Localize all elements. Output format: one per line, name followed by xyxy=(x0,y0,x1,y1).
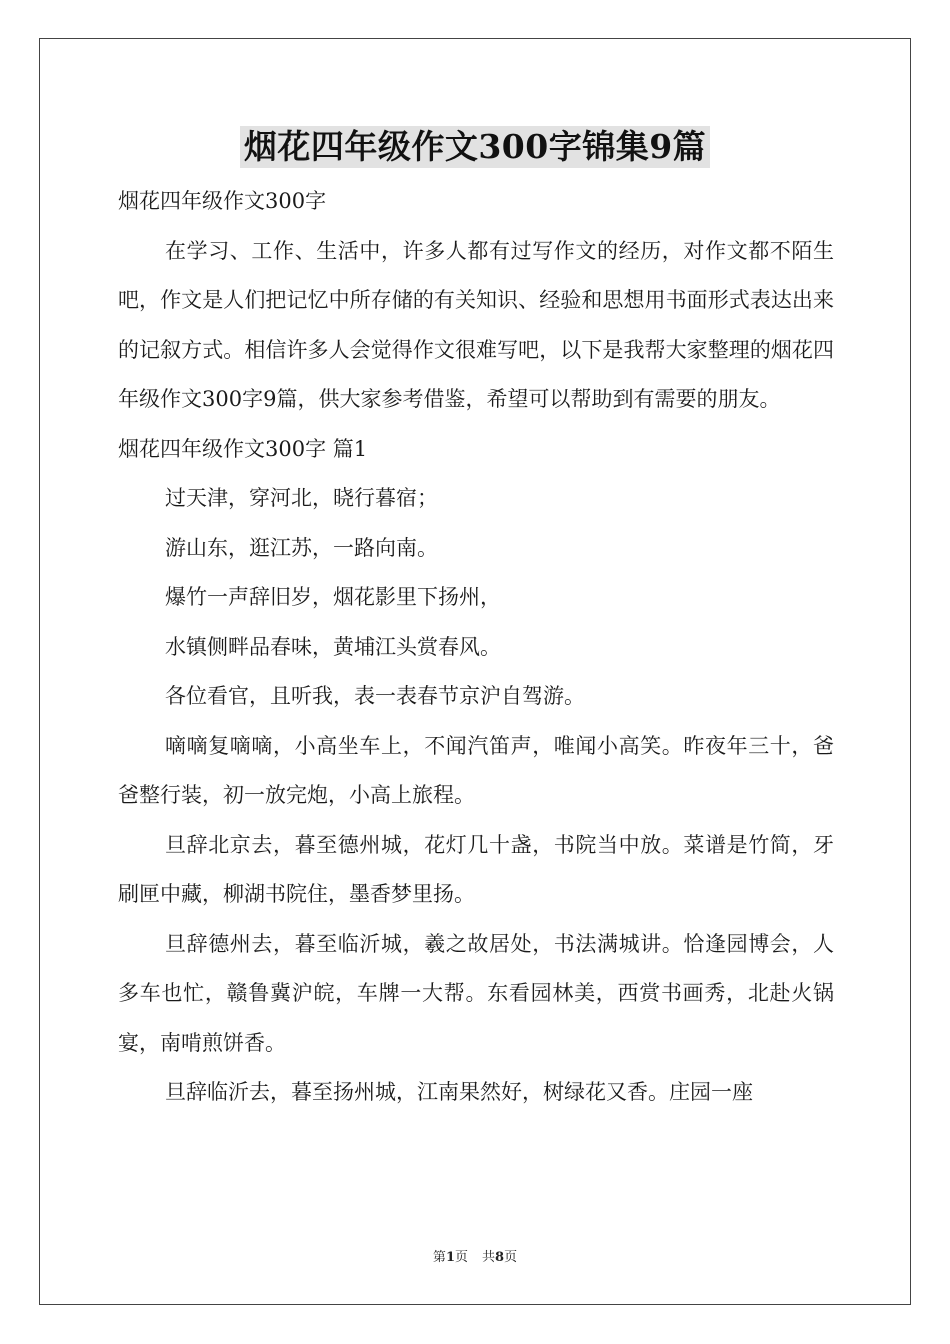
poem-line: 过天津，穿河北，晓行暮宿； xyxy=(165,486,438,510)
title-container xyxy=(0,126,950,168)
document-body xyxy=(118,177,834,1118)
section-heading: 烟花四年级作文300字 篇1 xyxy=(118,436,368,461)
poem-line: 爆竹一声辞旧岁，烟花影里下扬州， xyxy=(165,585,501,609)
body-paragraph: 旦辞德州去，暮至临沂城，羲之故居处，书法满城讲。恰逢园博会，人多车也忙，赣鲁冀沪皖，车牌一大帮。东看园林美，西赏书画秀，北赴火锅宴，南啃煎饼香。 xyxy=(118,931,834,1055)
document-title: 烟花四年级作文300字锦集9篇 xyxy=(240,126,710,168)
subtitle: 烟花四年级作文300字 xyxy=(118,189,327,213)
body-paragraph: 旦辞临沂去，暮至扬州城，江南果然好，树绿花又香。庄园一座 xyxy=(165,1080,753,1104)
intro-paragraph: 在学习、工作、生活中，许多人都有过写作文的经历，对作文都不陌生吧，作文是人们把记忆中所存储的有关知识、经验和思想用书面形式表达出来的记叙方式。相信许多人会觉得作文很难写吧，以下是我帮大家整理的烟花四年级作文300字9篇，供大家参考借鉴，希望可以帮助到有需要的朋友。 xyxy=(118,238,834,411)
page-prefix: 第 xyxy=(432,1250,446,1265)
page-number: 1 xyxy=(445,1250,455,1265)
page-unit: 页 xyxy=(454,1250,468,1265)
body-paragraph: 旦辞北京去，暮至德州城，花灯几十盏，书院当中放。菜谱是竹简，牙刷匣中藏，柳湖书院住，墨香梦里扬。 xyxy=(118,832,834,906)
total-prefix: 共 xyxy=(482,1250,496,1265)
poem-line: 水镇侧畔品春味，黄埔江头赏春风。 xyxy=(165,634,501,659)
total-unit: 页 xyxy=(504,1250,518,1265)
page-total: 8 xyxy=(495,1250,505,1265)
body-paragraph: 嘀嘀复嘀嘀，小高坐车上，不闻汽笛声，唯闻小高笑。昨夜年三十，爸爸整行装，初一放完炮，小高上旅程。 xyxy=(118,733,834,807)
poem-line: 游山东，逛江苏，一路向南。 xyxy=(165,535,438,560)
page-footer xyxy=(0,1246,950,1265)
poem-line: 各位看官，且听我，表一表春节京沪自驾游。 xyxy=(165,684,585,708)
